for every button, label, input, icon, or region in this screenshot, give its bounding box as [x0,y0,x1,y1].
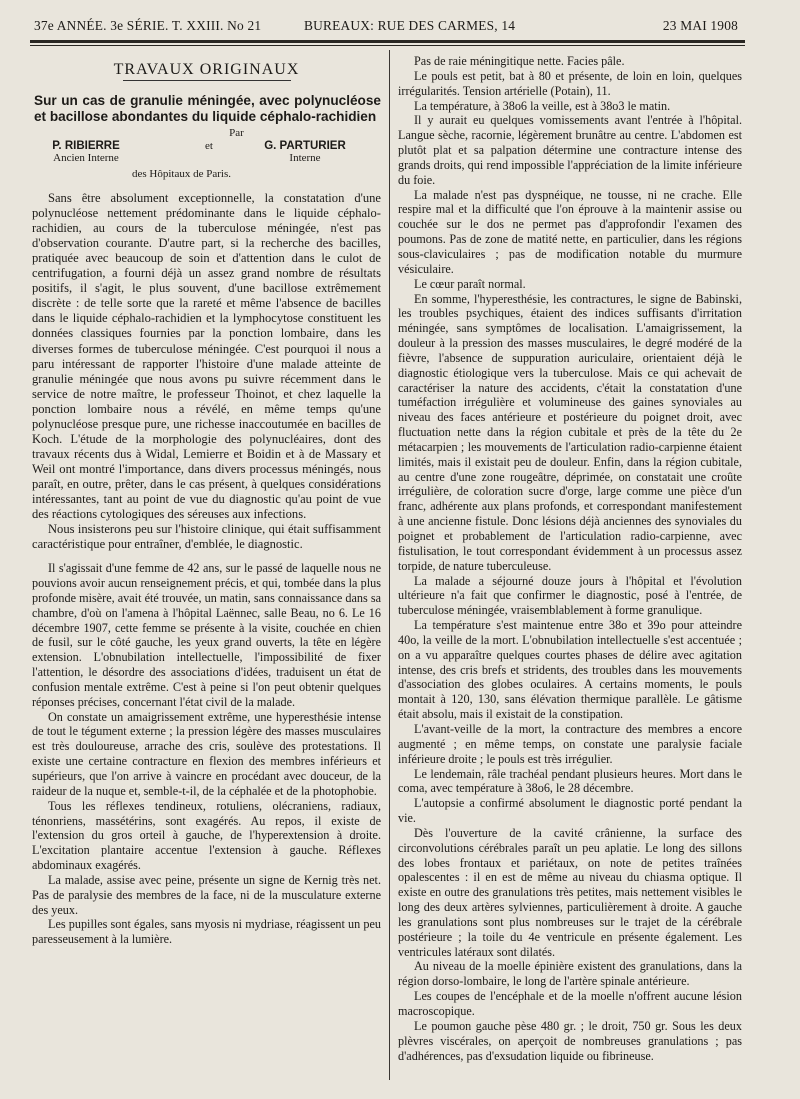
observation-paragraph: Le poumon gauche pèse 480 gr. ; le droit, 750 gr. Sous les deux plèvres viscérales, on aperçoit de nombreuses granulations ; pas d'adhérences, pas d'exsudation liquide ou fibrineuse. [398,1018,742,1063]
authors-block [32,140,381,182]
byline-par: Par [229,127,244,140]
observation-paragraph: Il y aurait eu quelques vomissements avant l'entrée à l'hôpital. Langue sèche, racornie, légèrement brunâtre au centre. L'abdomen est plutôt plat et sa palpation détermine une contracture intense des grands droits, qui rend impossible l'appréciation de la limite inférieure du foie. [398,113,742,187]
author-1-role: Ancien Interne [53,152,119,165]
observation-paragraph: Les coupes de l'encéphale et de la moelle n'offrent aucune lésion macroscopique. [398,989,742,1018]
body-paragraph: Nous insisterons peu sur l'histoire clinique, qui était suffisamment caractéristique pour entraîner, d'emblée, le diagnostic. [32,522,381,552]
section-title: TRAVAUX ORIGINAUX [113,61,300,78]
observation-paragraph: En somme, l'hyperesthésie, les contractures, le signe de Babinski, les troubles psychiques, étaient des indices suffisants d'irritation méningée, sans symptômes de localisation. L'amaigrissement, la douleur à la pression des masses musculaires, le degré modéré de la fièvre, l'absence de suppuration auriculaire, orientaient déjà le diagnostic étiologique vers la tuberculose. Mais ce qui achevait de caractériser la nature des accidents, c'était la constatation d'une tuméfaction irrégulière et volumineuse des gaines synoviales au niveau des faces antérieure et postérieure du poignet droit, avec fluctuation nette dans la région cubitale et près de la tête du 2e métacarpien ; les mouvements de l'articulation radio-carpienne étaient limités, mais il existait peu de douleur. Enfin, dans la région cubitale, au centre d'une zone rougeâtre, déprimée, on constatait une croûte irrégulière, de coloration sucre d'orge, large comme une pièce d'un franc, adhérente aux plans profonds, et correspondant manifestement à une ancienne fistule. Donc lésions déjà anciennes des synoviales du poignet et probablement de l'articulation radio-carpienne, avec fistulisation, le tout correspondant évidemment à un processus assez torpide, de nature tuberculeuse. [398,291,742,573]
issue-date: 23 MAI 1908 [662,18,738,33]
section-title-underline [123,80,291,81]
hospitals-affiliation: des Hôpitaux de Paris. [132,168,231,181]
author-1 [38,140,134,164]
observation-paragraph: Le cœur paraît normal. [414,276,526,291]
author-2-role: Interne [289,152,321,165]
issue-info: 37e ANNÉE. 3e SÉRIE. T. XXIII. No 21 [34,18,262,33]
observation-paragraph: La malade a séjourné douze jours à l'hôpital et l'évolution ultérieure n'a fait que confirmer le diagnostic, posé à l'entrée, de tuberculose méningée, vraisemblablement à forme granulique. [398,573,742,618]
left-column [32,56,381,947]
offices-address: BUREAUX: RUE DES CARMES, 14 [304,18,516,33]
observation-paragraph: Le lendemain, râle trachéal pendant plusieurs heures. Mort dans le coma, avec température à 38o6, le 28 décembre. [398,766,742,796]
observation-paragraph: Le pouls est petit, bat à 80 et présente, de loin en loin, quelques irrégularités. Tension artérielle (Potain), 11. [398,68,742,98]
observation-paragraph: L'autopsie a confirmé absolument le diagnostic porté pendant la vie. [398,796,742,826]
observation-paragraph: Les pupilles sont égales, sans myosis ni mydriase, réagissent un peu paresseusement à la lumière. [32,917,381,947]
column-divider [389,50,390,1080]
page-header [34,14,738,38]
header-rule-thick [30,40,745,43]
body-paragraph: Sans être absolument exceptionnelle, la constatation d'une polynucléose nettement prédominante dans le liquide céphalo-rachidien, au cours de la tuberculose méningée, n'est pas d'observation courante. D'autre part, si la recherche des bacilles, pratiquée avec beaucoup de soin et d'attention dans le culot de centrifugation, a fourni déjà un assez grand nombre de résultats positifs, il s'agit, le plus souvent, d'une bacillose extrêmement discrète : de telle sorte que la rareté et même l'absence de bacilles dans le liquide céphalo-rachidien et la lymphocytose constituent les données classiques fournies par la ponction lombaire, dans les diverses formes de tuberculose méningée. C'est pourquoi il nous a paru intéressant de rapporter l'histoire d'une malade atteinte de granulie méningée que nous avons pu suivre récemment dans le service de notre maître, le professeur Thoinot, et chez laquelle la ponction lombaire nous a révélé, en même temps qu'une polynucléose presque pure, une richesse inaccoutumée en bacilles de Koch. L'étude de la morphologie des polynucléaires, dont des travaux récents dus à Widal, Lemierre et Boidin et à de Massary et Weil ont montré l'importance, dans divers processus méningés, nous paraît, en outre, prêter, dans le cas présent, à quelques considérations intéressantes, tant au point de vue du diagnostic qu'au point de vue des réactions cytologiques des séreuses aux infections. [32,191,381,522]
observation-paragraph: Tous les réflexes tendineux, rotuliens, olécraniens, radiaux, ténonriens, massétérins, sont exagérés. Au repos, il existe de l'extension du gros orteil à gauche, de l'hyperextension à droite. L'excitation plantaire accentue l'extension à gauche. Réflexes abdominaux exagérés. [32,798,381,873]
byline-et: et [205,140,213,153]
article-title: Sur un cas de granulie méningée, avec polynucléose et bacillose abondantes du liquide céphalo-rachidien [34,93,381,125]
observation-paragraph: L'avant-veille de la mort, la contracture des membres a encore augmenté ; en même temps, on constate une paralysie faciale inférieure droite ; le pouls est très irrégulier. [398,721,742,766]
right-column [398,54,742,1063]
observation-paragraph: La malade, assise avec peine, présente un signe de Kernig très net. Pas de paralysie des membres de la face, ni de la musculature externe des yeux. [32,872,381,917]
observation-paragraph: Au niveau de la moelle épinière existent des granulations, dans la région dorso-lombaire, le long de l'artère spinale antérieure. [398,959,742,989]
author-2 [250,140,360,164]
observation-paragraph: On constate un amaigrissement extrême, une hyperesthésie intense de tout le tégument externe ; la pression légère des masses musculaires est très douloureuse, arrache des cris, soulève des protestations. Il existe une certaine contracture en flexion des membres inférieurs et supérieurs, que l'on arrive à vaincre en procédant avec douceur, de la raideur de la nuque et, semble-t-il, de la céphalée et de la photophobie. [32,709,381,798]
header-rule-thin [30,45,745,46]
observation-paragraph: Dès l'ouverture de la cavité crânienne, la surface des circonvolutions cérébrales paraît un peu aplatie. Le long des sillons des lobes frontaux et pariétaux, on note de petites traînées opalescentes : il en est de même au niveau du chiasma optique. Il existe en outre des granulations très petites, mais nettement visibles le long des deux artères sylviennes, particulièrement à droite. A gauche les granulations sont plus nombreuses sur le trajet de la cérébrale postérieure ; la toile du 4e ventricule en présente également. Les ventricules latéraux sont dilatés. [398,825,742,959]
observation-paragraph: La température s'est maintenue entre 38o et 39o pour atteindre 40o, la veille de la mort. L'obnubilation intellectuelle s'est accentuée ; on a vu apparaître quelques courtes phases de délire avec agitation intense, des cris brefs et stridents, des troubles dans les mouvements d'association des globes oculaires. A certains moments, le pouls montait à 120, 130, sans élévation thermique parallèle. Le gâtisme était absolu, mais il existait de la constipation. [398,618,742,722]
observation-paragraph: Il s'agissait d'une femme de 42 ans, sur le passé de laquelle nous ne pouvions avoir aucun renseignement précis, et qui, tombée dans la plus profonde misère, avait été trouvée, un matin, sans connaissance dans sa chambre, d'où on l'amena à l'hôpital Laënnec, salle Beau, no 6. Le 16 décembre 1907, cette femme se présente à la visite, couchée en chien de fusil, sur le côté gauche, les yeux grand ouverts, la tête en légère extension. L'obnubilation intellectuelle, l'impossibilité de fixer l'attention, le désordre des associations d'idées, traduisent un état de confusion mentale extrême. C'est à peine si l'on peut obtenir quelques réponses précises, concernant l'état civil de la malade. [32,561,381,709]
author-1-name: P. RIBIERRE [52,140,120,153]
author-2-name: G. PARTURIER [264,140,346,153]
observation-paragraph: La malade n'est pas dyspnéique, ne tousse, ni ne crache. Elle respire mal et la difficulté que l'on éprouve à la maintenir assise ou couchée sur le dos ne permet pas d'approfondir l'examen des poumons. Pas de zone de matité nette, en particulier, dans les régions sous-claviculaires ; pas de modification notable du murmure vésiculaire. [398,187,742,276]
observation-paragraph: La température, à 38o6 la veille, est à 38o3 le matin. [414,98,671,113]
observation-paragraph: Pas de raie méningitique nette. Facies pâle. [414,54,625,68]
